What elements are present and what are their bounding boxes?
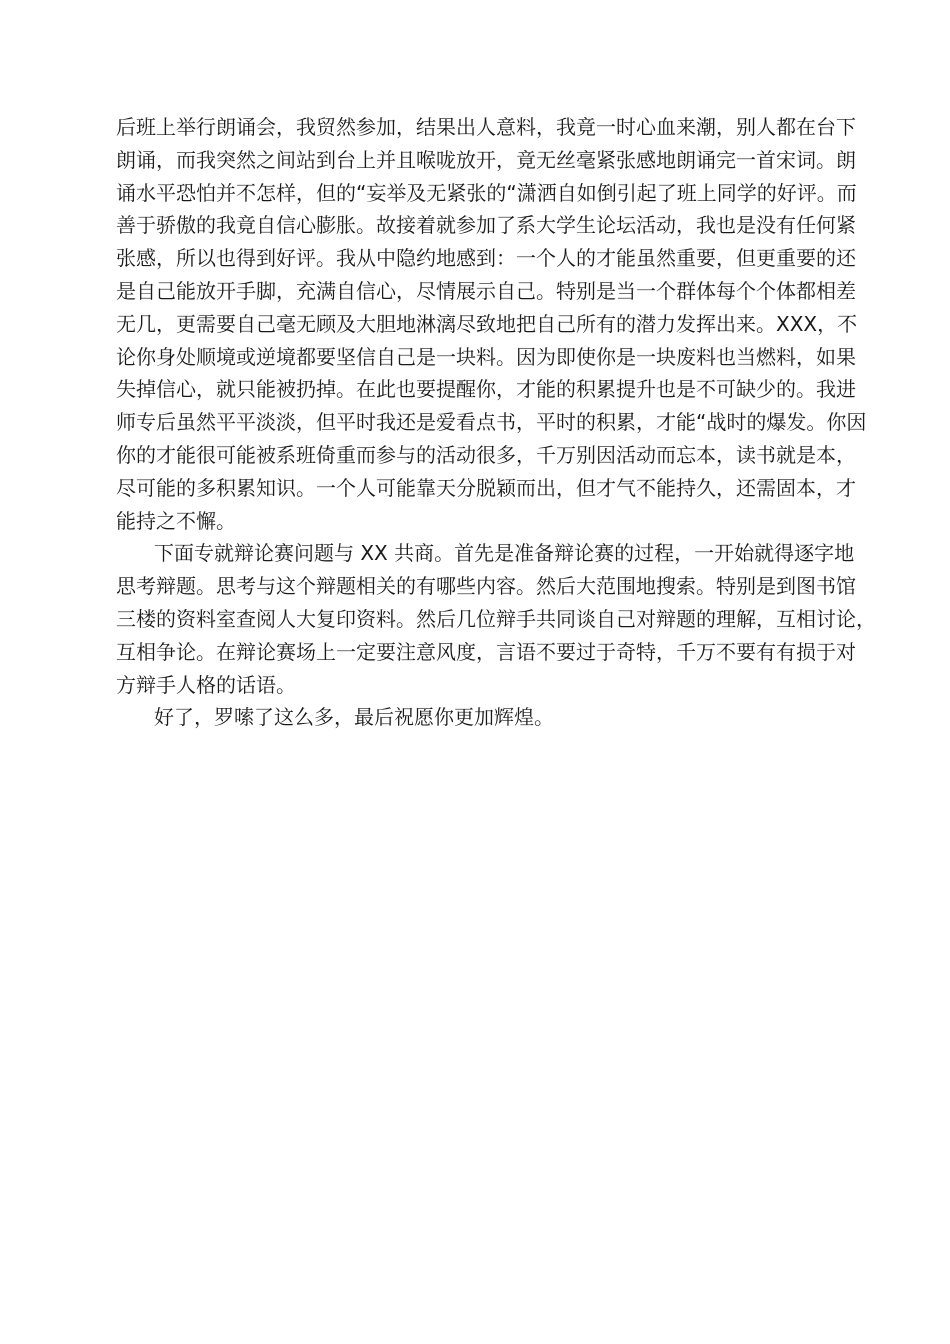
text-line: 思考辩题。思考与这个辩题相关的有哪些内容。然后大范围地搜索。特别是到图书馆 [116,574,856,599]
text-line: 好了，罗嗦了这么多，最后祝愿你更加辉煌。 [154,705,554,730]
text-line: 朗诵，而我突然之间站到台上并且喉咙放开，竟无丝毫紧张感地朗诵完一首宋词。朗 [116,147,856,172]
paragraph [116,111,867,537]
text-line: 能持之不懈。 [116,508,236,533]
text-line: 诵水平恐怕并不怎样，但的“妄举及无紧张的“潇洒自如倒引起了班上同学的好评。而 [116,180,857,205]
text-line: 师专后虽然平平淡淡，但平时我还是爱看点书，平时的积累，才能“战时的爆发。你因 [116,410,867,435]
text-line: 张感，所以也得到好评。我从中隐约地感到：一个人的才能虽然重要，但更重要的还 [116,246,856,271]
text-line: 你的才能很可能被系班倚重而参与的活动很多，千万别因活动而忘本，读书就是本， [116,442,856,467]
text-line: 后班上举行朗诵会，我贸然参加，结果出人意料，我竟一时心血来潮，别人都在台下 [116,115,856,139]
document-body [116,111,876,734]
text-line: 尽可能的多积累知识。一个人可能靠天分脱颖而出，但才气不能持久，还需固本，才 [116,475,856,500]
text-line: 无几，更需要自己毫无顾及大胆地淋漓尽致地把自己所有的潜力发挥出来。XXX，不 [116,311,858,336]
text-line: 方辩手人格的话语。 [116,672,296,697]
text-line: 互相争论。在辩论赛场上一定要注意风度，言语不要过于奇特，千万不要有有损于对 [116,639,856,664]
text-line: 是自己能放开手脚，充满自信心，尽情展示自己。特别是当一个群体每个个体都相差 [116,278,856,303]
paragraph [116,701,832,734]
text-line: 失掉信心，就只能被扔掉。在此也要提醒你，才能的积累提升也是不可缺少的。我进 [116,377,856,402]
paragraph [116,537,876,701]
text-line: 三楼的资料室查阅人大复印资料。然后几位辩手共同谈自己对辩题的理解，互相讨论， [116,606,876,631]
text-line: 善于骄傲的我竟自信心膨胀。故接着就参加了系大学生论坛活动，我也是没有任何紧 [116,213,856,238]
text-line: 下面专就辩论赛问题与 XX 共商。首先是准备辩论赛的过程，一开始就得逐字地 [154,541,855,566]
text-line: 论你身处顺境或逆境都要坚信自己是一块料。因为即使你是一块废料也当燃料，如果 [116,344,856,369]
